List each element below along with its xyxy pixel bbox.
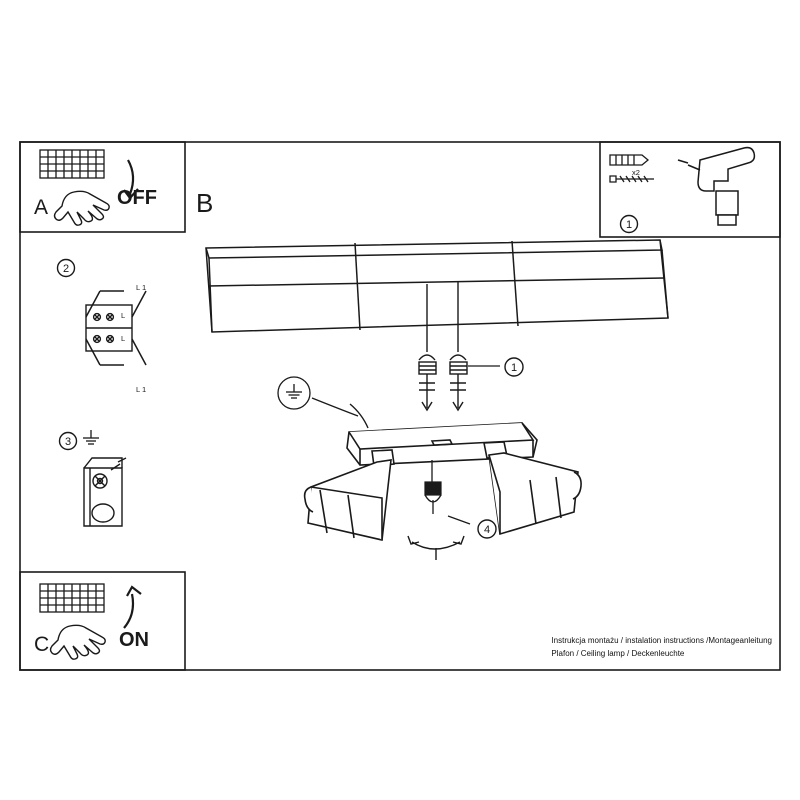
footer-line-2: Plafon / Ceiling lamp / Deckenleuchte: [551, 648, 685, 658]
mounting-bracket-icon: [84, 458, 126, 526]
footer-line-1: Instrukcja montażu / instalation instructions /Montageanleitung: [551, 636, 772, 646]
step-number-wiring: 2: [62, 263, 70, 275]
panel-frames: [20, 142, 780, 670]
earth-step: [60, 430, 127, 526]
switch-off-label: OFF: [117, 187, 157, 209]
panel-c-label: C: [34, 633, 50, 656]
footer-text: [551, 635, 772, 660]
earth-ground-icon: [83, 430, 99, 444]
wiring-diagram: [58, 260, 147, 395]
terminal-label-l1-top: L 1: [136, 283, 147, 292]
step-number-earth: 3: [64, 436, 72, 448]
power-drill-icon: [678, 148, 754, 225]
step-number-tools: 1: [625, 219, 633, 231]
bulb-step: [408, 460, 496, 560]
switch-direction-arrow-c: [124, 587, 141, 628]
wire-l1-bottom: [132, 339, 146, 365]
step-number-mount: 1: [510, 362, 518, 374]
hand-pointing-icon: [55, 191, 110, 225]
ceiling-lamp-icon: [305, 423, 582, 540]
panel-b-label: B: [196, 188, 214, 218]
panel-a-label: A: [34, 196, 49, 219]
wall-plug-icon: [610, 155, 648, 165]
terminal-label-l-bottom: L: [121, 334, 126, 343]
wire-l1-top: [132, 291, 146, 317]
terminal-label-l1-bottom: L 1: [136, 385, 147, 394]
callout-mount: [468, 358, 523, 376]
ceiling-surface-icon: [206, 240, 668, 332]
hand-pointing-icon-c: [51, 625, 106, 659]
switch-on-label: ON: [119, 629, 149, 651]
main-frame: [20, 142, 780, 670]
terminal-label-l-top: L: [121, 311, 126, 320]
ceiling-fixing-screws: [419, 282, 467, 410]
step-number-shade: 4: [483, 524, 491, 536]
tools-quantity-label: x2: [632, 168, 640, 177]
lamp-earth-callout: [278, 377, 368, 428]
bulb-icon: [425, 482, 441, 495]
tools-graphic: [610, 148, 754, 233]
rotation-arrow-icon: [408, 536, 464, 560]
earth-ground-icon-lamp: [286, 384, 302, 398]
